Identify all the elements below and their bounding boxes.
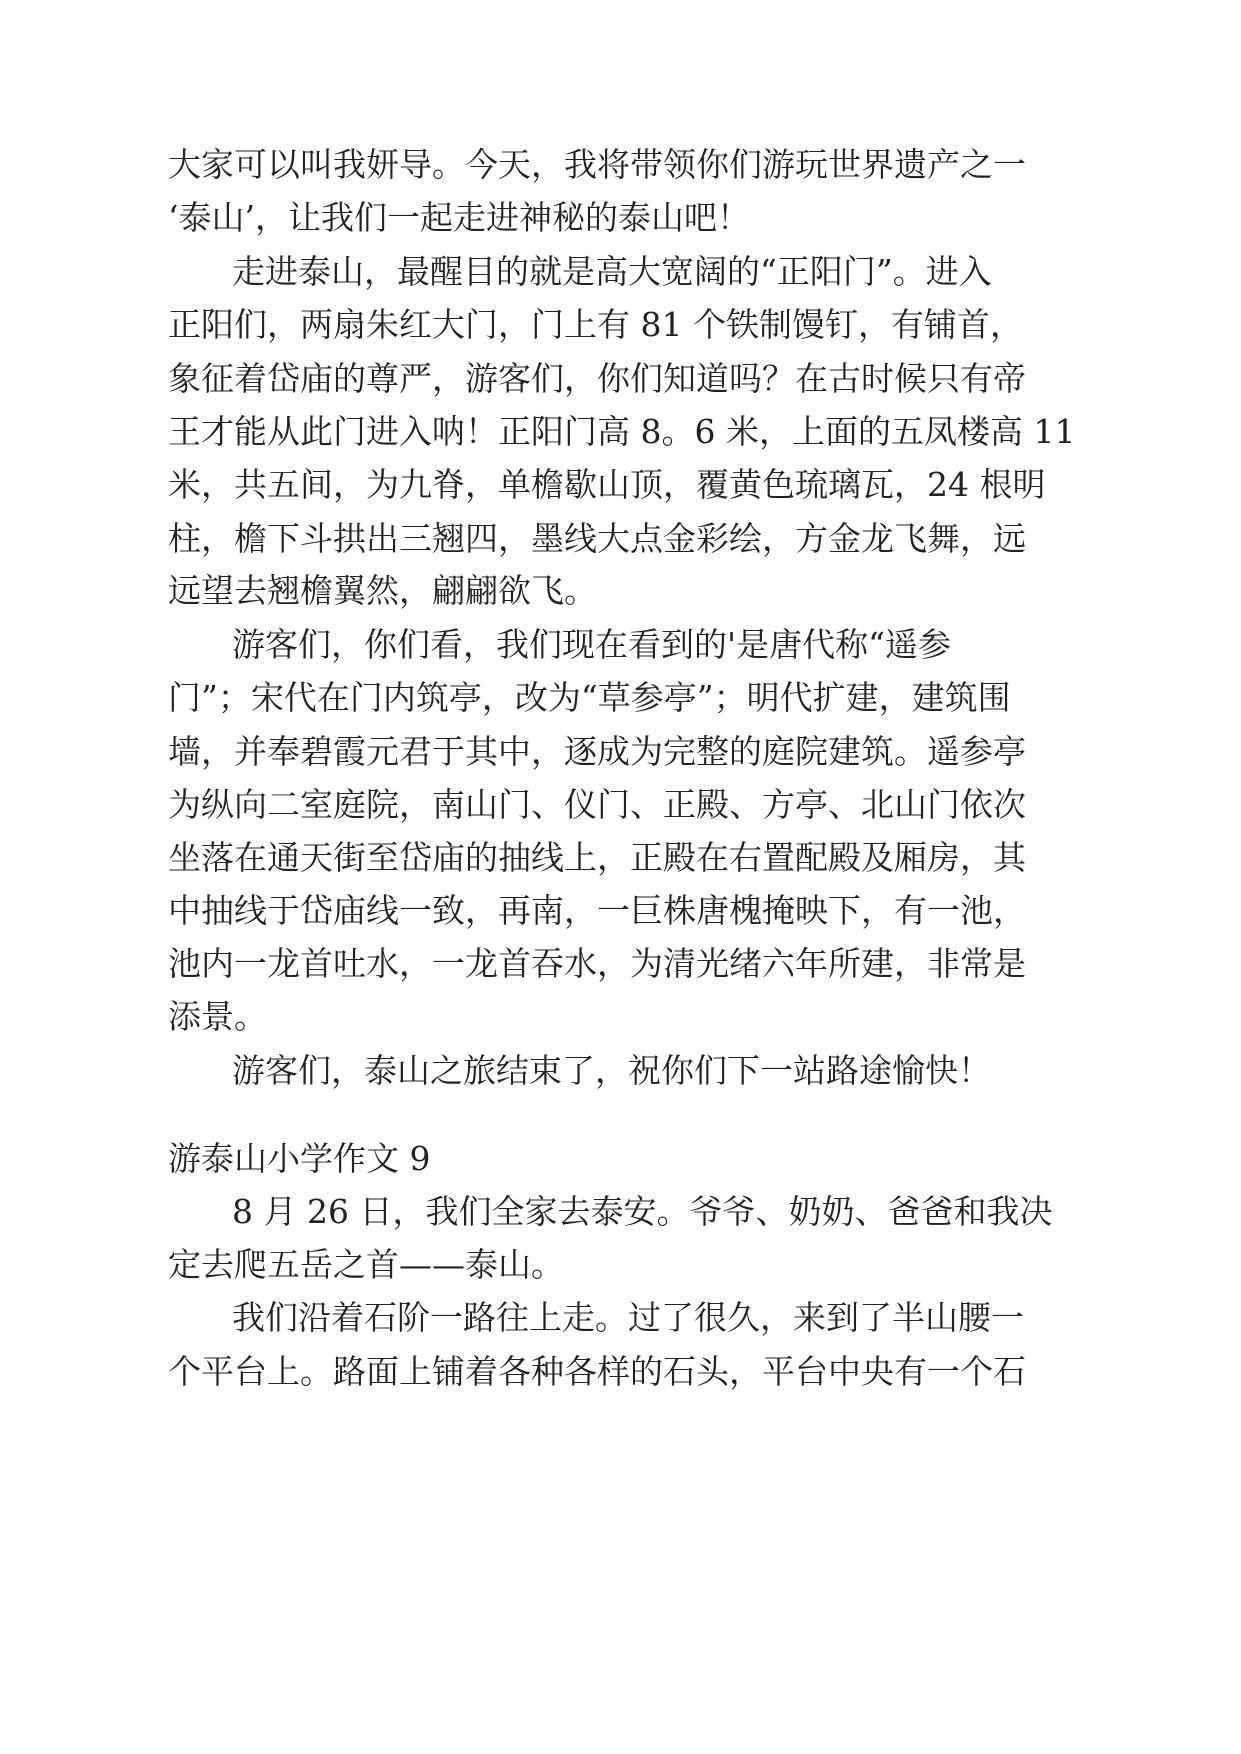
text-line: ‘泰山’，让我们一起走进神秘的泰山吧！ [168, 198, 750, 237]
text-line: 添景。 [168, 997, 267, 1036]
text-line: 柱，檐下斗拱出三翘四，墨线大点金彩绘，方金龙飞舞，远 [168, 519, 1026, 558]
text-line: 米，共五间，为九脊，单檐歇山顶，覆黄色琉璃瓦，24 根明 [168, 465, 1046, 504]
section-heading: 游泰山小学作文 9 [168, 1139, 431, 1178]
text-line: 正阳们，两扇朱红大门，门上有 81 个铁制馒钉，有铺首， [168, 305, 1023, 344]
text-line: 王才能从此门进入呐！正阳门高 8。6 米，上面的五凤楼高 11 [168, 412, 1076, 451]
text-line: 游客们，你们看，我们现在看到的'是唐代称“遥参 [232, 625, 951, 664]
text-line: 门”；宋代在门内筑亭，改为“草参亭”；明代扩建，建筑围 [168, 678, 1011, 717]
text-line: 远望去翘檐翼然，翩翩欲飞。 [168, 571, 597, 610]
text-line: 游客们，泰山之旅结束了，祝你们下一站路途愉快！ [232, 1051, 991, 1090]
text-line: 墙，并奉碧霞元君于其中，逐成为完整的庭院建筑。遥参亭 [168, 732, 1026, 771]
text-line: 坐落在通天街至岱庙的抽线上，正殿在右置配殿及厢房，其 [168, 838, 1026, 877]
text-line: 定去爬五岳之首——泰山。 [168, 1245, 564, 1284]
text-line: 象征着岱庙的尊严，游客们，你们知道吗？在古时候只有帝 [168, 359, 1026, 398]
text-line: 走进泰山，最醒目的就是高大宽阔的“正阳门”。进入 [232, 252, 992, 291]
text-line: 个平台上。路面上铺着各种各样的石头，平台中央有一个石 [168, 1352, 1026, 1391]
text-line: 为纵向二室庭院，南山门、仪门、正殿、方亭、北山门依次 [168, 785, 1026, 824]
text-line: 中抽线于岱庙线一致，再南，一巨株唐槐掩映下，有一池， [168, 891, 1026, 930]
text-line: 池内一龙首吐水，一龙首吞水，为清光绪六年所建，非常是 [168, 944, 1026, 983]
text-line: 8 月 26 日，我们全家去泰安。爷爷、奶奶、爸爸和我决 [232, 1192, 1053, 1231]
text-line: 大家可以叫我妍导。今天，我将带领你们游玩世界遗产之一 [168, 145, 1026, 184]
text-line: 我们沿着石阶一路往上走。过了很久，来到了半山腰一 [232, 1298, 1024, 1337]
